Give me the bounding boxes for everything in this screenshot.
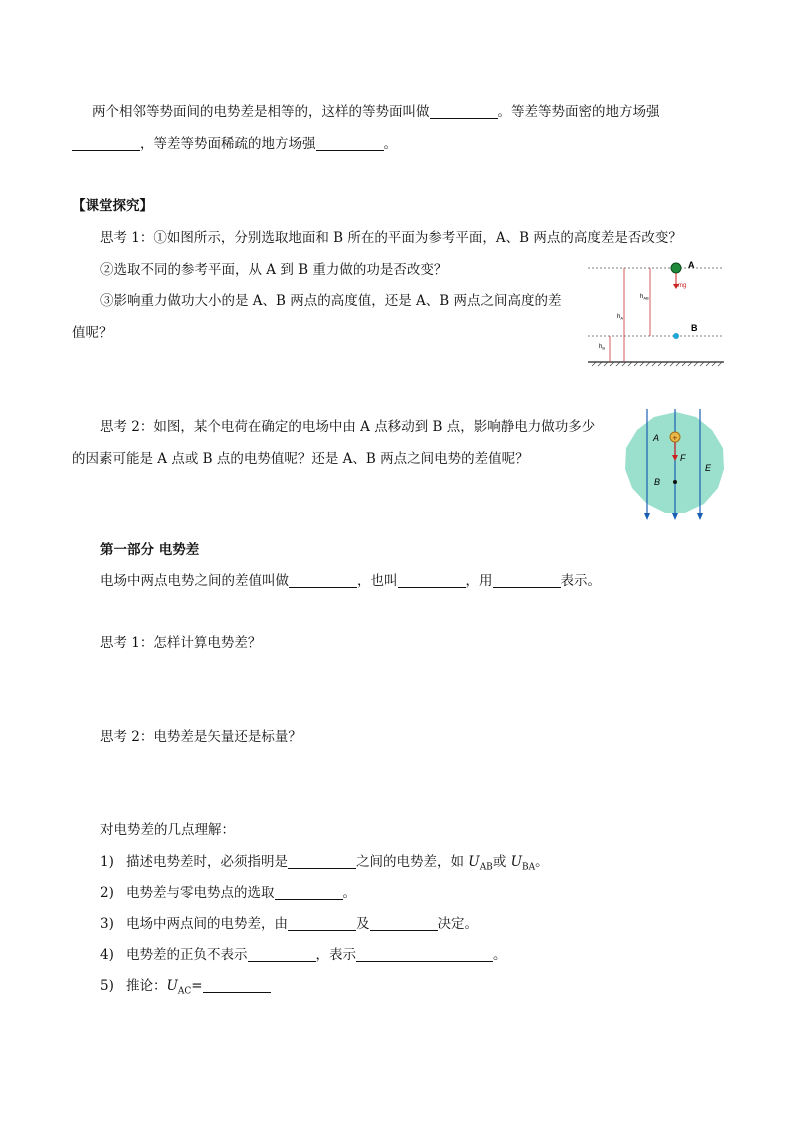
part-1-title: 第一部分 电势差 — [100, 542, 200, 558]
label-b: B — [654, 477, 661, 487]
question-1-line-4: 值呢？ — [72, 325, 113, 341]
answer-blank[interactable] — [275, 885, 343, 900]
intro-line-2 — [72, 135, 397, 153]
electric-field-figure — [620, 405, 732, 521]
point-3: 3) 电场中两点间的电势差，由 及 决定。 — [100, 916, 478, 932]
point-1: 1) 描述电势差时，必须指明是 之间的电势差，如 $U_{AB}$或 $U_{BA}$。 — [100, 854, 549, 873]
think-2: 思考 2：电势差是矢量还是标量？ — [100, 729, 302, 745]
answer-blank[interactable] — [316, 136, 384, 151]
points-title: 对电势差的几点理解： — [100, 822, 235, 838]
point-b — [673, 480, 677, 484]
mg-label: mg — [678, 283, 687, 289]
plus-sign: + — [672, 433, 678, 443]
label-a: A — [688, 260, 695, 270]
answer-blank[interactable] — [289, 573, 357, 588]
question-1-line-3: ③影响重力做功大小的是 A、B 两点的高度值，还是 A、B 两点之间高度的差 — [100, 293, 562, 309]
ground-hatch — [592, 362, 722, 366]
answer-blank[interactable] — [370, 916, 438, 931]
answer-blank[interactable] — [203, 978, 271, 993]
height-reference-figure — [588, 258, 724, 368]
h-a-label: $h_A$ — [617, 314, 624, 321]
answer-blank[interactable] — [72, 136, 140, 151]
ball-a — [671, 263, 681, 273]
label-b: B — [691, 323, 698, 333]
intro-text-1a: 两个相邻等势面间的电势差是相等的，这样的等势面叫做 — [92, 104, 430, 120]
h-ab-label: $h_{AB}$ — [640, 294, 649, 301]
question-2-line-1: 思考 2：如图，某个电荷在确定的电场中由 A 点移动到 B 点，影响静电力做功多少 — [100, 419, 596, 435]
question-1-line-1: 思考 1：①如图所示，分别选取地面和 B 所在的平面为参考平面，A、B 两点的高度差是否改变？ — [100, 230, 682, 246]
h-b-label: $h_B$ — [599, 344, 606, 351]
question-2-line-2: 的因素可能是 A 点或 B 点的电势值呢？还是 A、B 两点之间电势的差值呢？ — [72, 451, 529, 467]
intro-text-2b: 。 — [383, 136, 397, 152]
ball-b — [673, 333, 679, 339]
label-a: A — [653, 433, 660, 443]
question-1-line-2: ②选取不同的参考平面，从 A 到 B 重力做的功是否改变？ — [100, 262, 448, 278]
answer-blank[interactable] — [248, 947, 316, 962]
think-1: 思考 1：怎样计算电势差？ — [100, 635, 262, 651]
intro-text-1b: 。等差等势面密的地方场强 — [497, 104, 660, 120]
point-4: 4) 电势差的正负不表示 ，表示 。 — [100, 947, 507, 963]
point-5: 5) 推论：$U_{AC}=$ — [100, 977, 271, 1001]
field-line-arrows — [644, 513, 703, 520]
answer-blank[interactable] — [288, 854, 356, 869]
definition-line: 电场中两点电势之间的差值叫做 ，也叫 ，用 表示。 — [100, 573, 601, 589]
answer-blank[interactable] — [398, 573, 466, 588]
section-title-explore: 【课堂探究】 — [72, 198, 153, 214]
label-f: F — [680, 453, 686, 463]
answer-blank[interactable] — [356, 947, 493, 962]
answer-blank[interactable] — [430, 104, 498, 119]
label-e: E — [705, 463, 712, 473]
answer-blank[interactable] — [288, 916, 356, 931]
point-2: 2) 电势差与零电势点的选取 。 — [100, 885, 356, 901]
answer-blank[interactable] — [493, 573, 561, 588]
intro-text-2a: ，等差等势面稀疏的地方场强 — [140, 136, 316, 152]
intro-line-1 — [92, 103, 660, 121]
